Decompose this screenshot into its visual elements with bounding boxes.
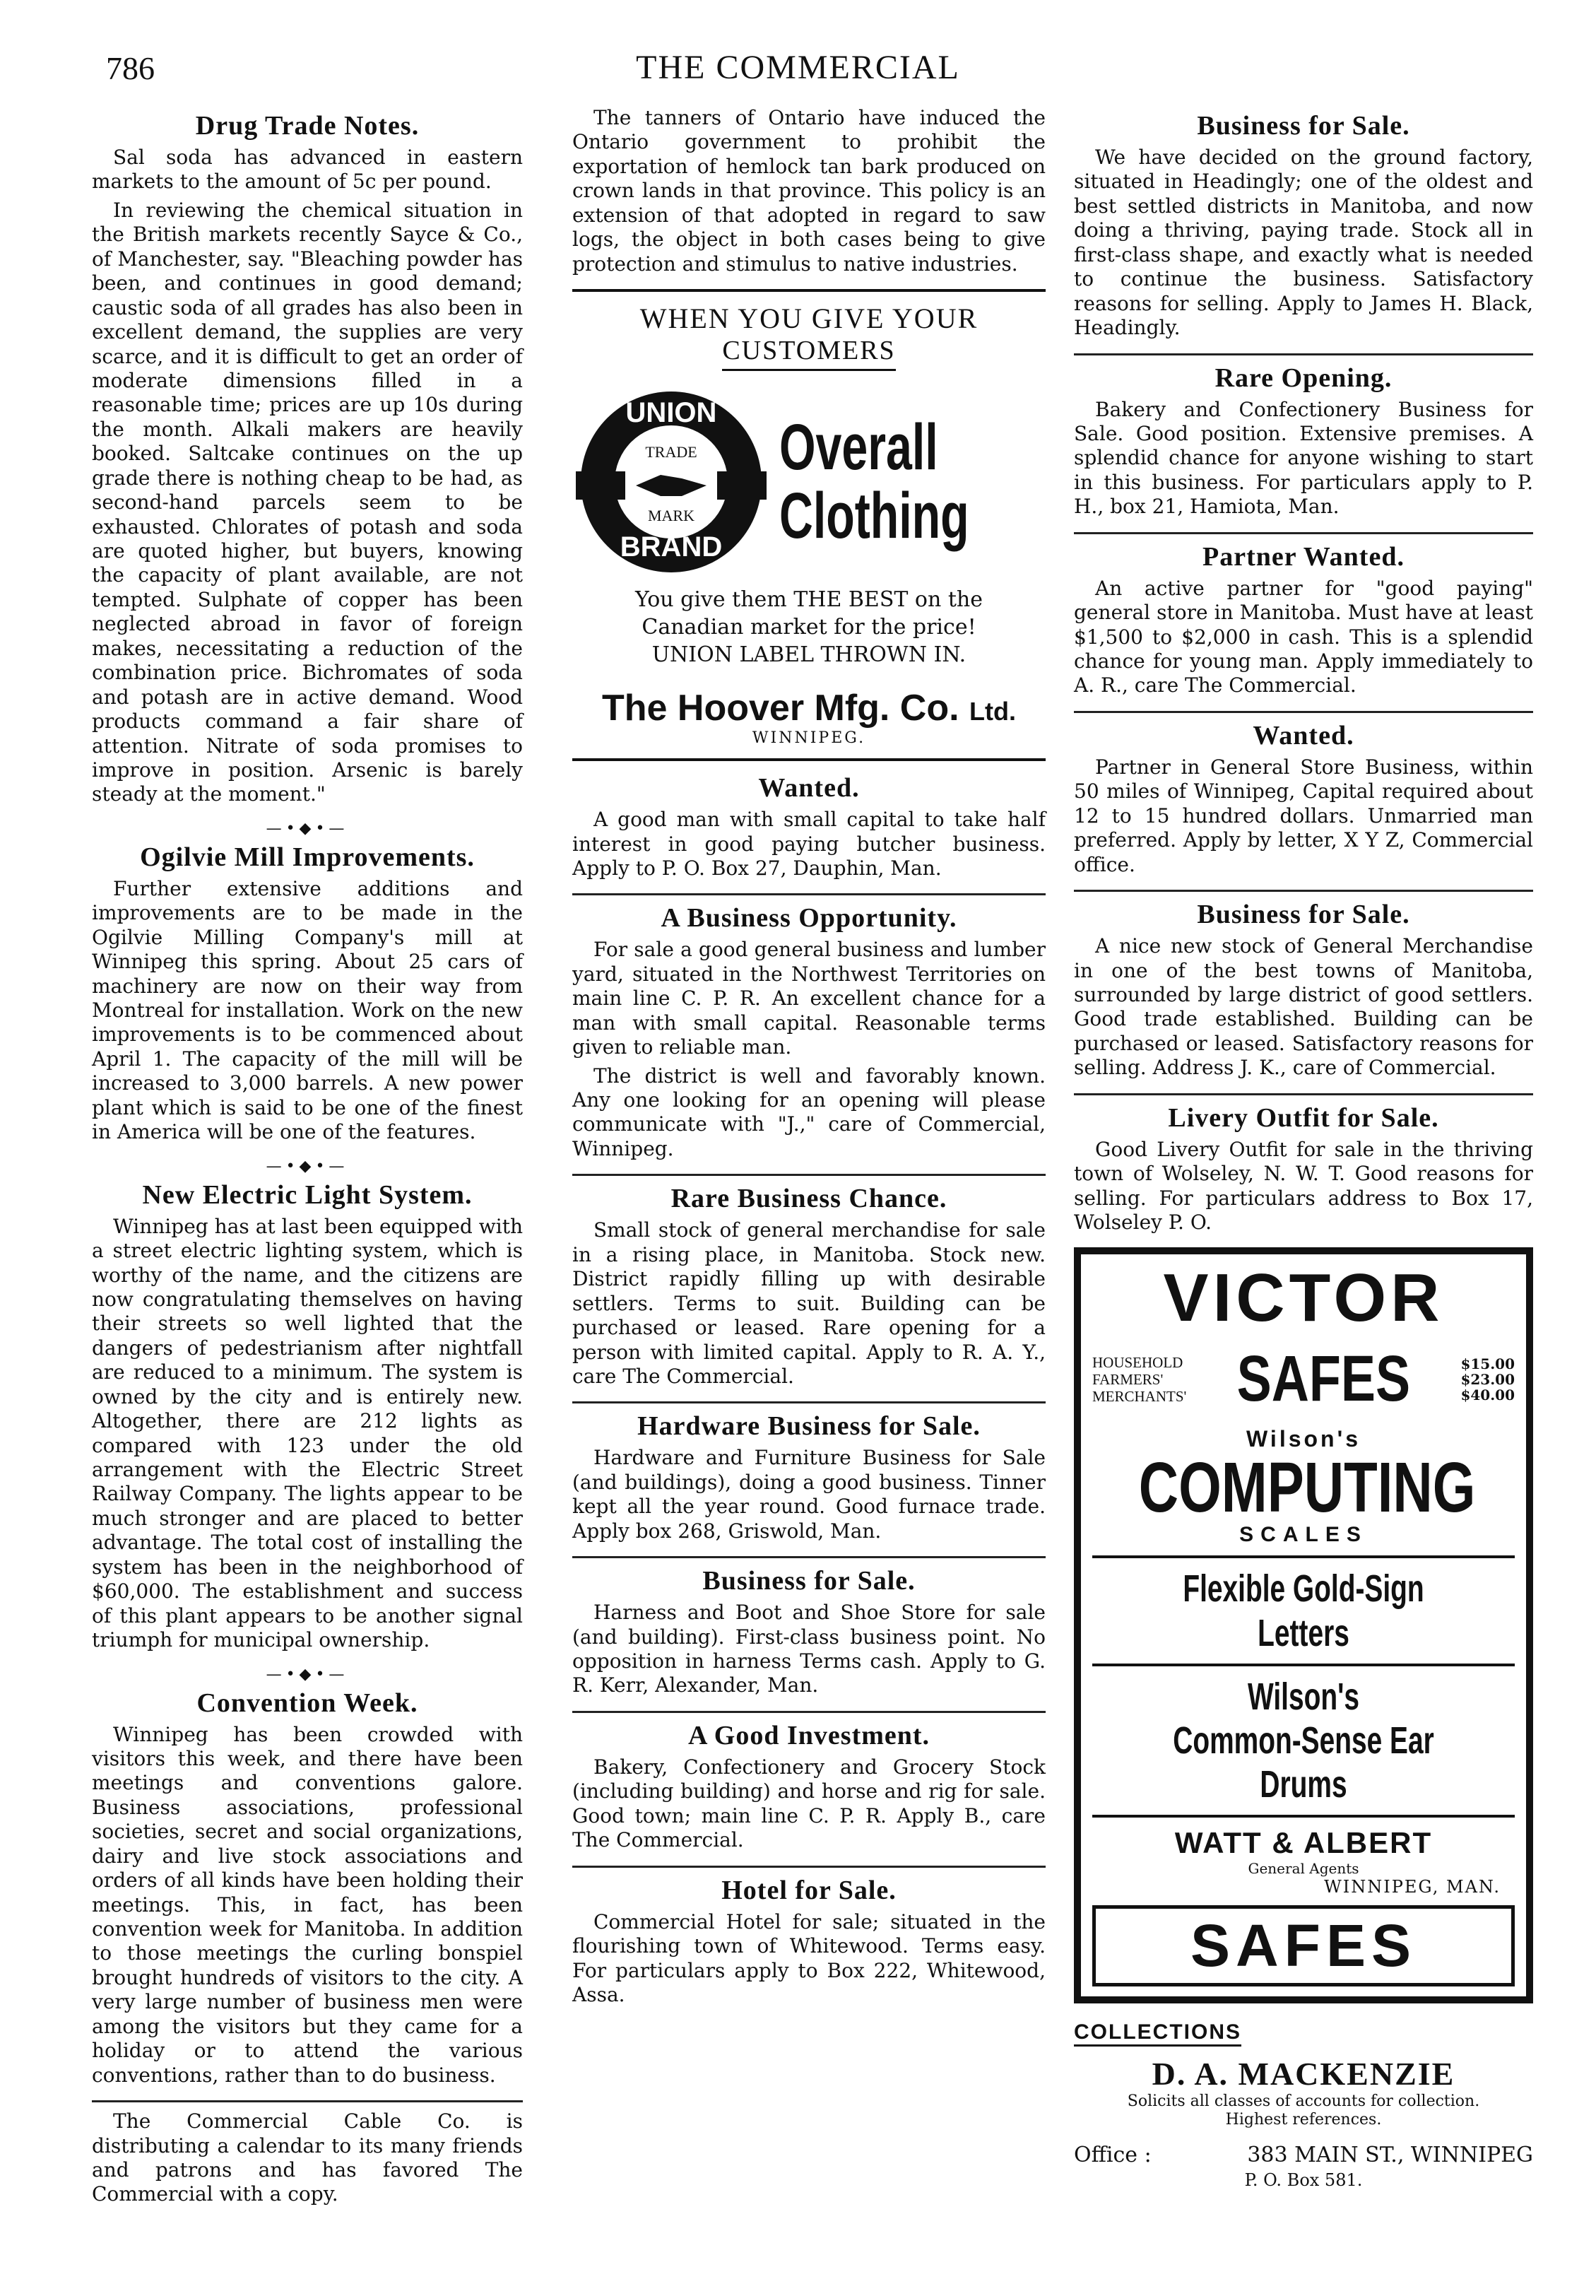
ad-ear-drums: Common-Sense Ear Drums	[1173, 1719, 1434, 1806]
price: $40.00	[1460, 1386, 1515, 1403]
article-electric-light	[92, 1179, 523, 1653]
safe-type: MERCHANTS'	[1092, 1388, 1187, 1405]
classified-heading: Wanted.	[758, 773, 860, 803]
classified-body: Bakery and Confectionery Business for Sale. Good position. Extensive premises. A splendid chance for anyone wishing to start in this business. For particulars apply to P. H., box 21, Hamiota, Man.	[1074, 397, 1533, 519]
article-heading: New Electric Light System.	[142, 1179, 473, 1210]
emblem-brand-text: BRAND	[620, 531, 722, 563]
ad-victor: VICTOR	[1163, 1260, 1444, 1336]
classified-body: A nice new stock of General Merchandise in one of the best towns of Manitoba, surrounded by large district of good settlers. Good trade established. Building can be purchased or leased. Satisfactory reasons for selling. Address J. K., care of Commercial.	[1074, 934, 1533, 1080]
column-middle	[572, 106, 1046, 2020]
classified-body: We have decided on the ground factory, situated in Headingly; one of the oldest and best settled districts in Manitoba, and now doing a thriving, paying trade. Stock all in first-class shape, and exactly what is needed to continue the business. Satisfactory reasons for selling. Apply to James H. Black, Headingly.	[1074, 146, 1533, 340]
classified-body: For sale a good general business and lumber yard, situated in the Northwest Territories on main line C. P. R. An excellent chance for a man with small capital. Reasonable terms given to reliable man.	[572, 938, 1046, 1059]
article-paragraph: Further extensive additions and improvements are to be made in the Ogilvie Milling Company's mill at Winnipeg this spring. About 25 cars of machinery are now on their way from Montreal for installation. Work on the new improvements is to be commenced about April 1. The capacity of the mill will be increased to 3,000 barrels. A new power plant which is said to be one of the finest in America will be one of the features.	[92, 876, 523, 1144]
emblem-union-text: UNION	[625, 397, 716, 429]
separator-ornament: —•◆•—	[266, 1665, 349, 1683]
article-heading: Ogilvie Mill Improvements.	[140, 842, 475, 872]
classified-heading: A Good Investment.	[687, 1720, 930, 1750]
ad-wilsons: Wilson's	[1246, 1426, 1361, 1452]
ad-word-overall: Overall	[779, 411, 938, 484]
ad-city: WINNIPEG.	[752, 729, 866, 748]
divider	[1092, 1555, 1515, 1558]
ad-safes-bottom: SAFES	[1092, 1905, 1515, 1986]
divider	[1074, 711, 1533, 713]
classified-wanted	[572, 772, 1046, 881]
classified-business-sale	[572, 1565, 1046, 1698]
classified-wanted	[1074, 720, 1533, 877]
ad-company-name	[572, 687, 1046, 729]
collections-label: COLLECTIONS	[1074, 2020, 1241, 2047]
classified-heading: Partner Wanted.	[1202, 541, 1405, 572]
classified-rare-chance	[572, 1183, 1046, 1389]
column-right	[1074, 106, 1533, 2190]
divider	[572, 1174, 1046, 1176]
classified-heading: Wanted.	[1253, 720, 1354, 750]
ad-scales: SCALES	[1239, 1523, 1368, 1547]
divider	[572, 1866, 1046, 1868]
classified-business-sale-2	[1074, 899, 1533, 1081]
classified-heading: Business for Sale.	[1197, 900, 1410, 930]
collections-name: D. A. MACKENZIE	[1152, 2055, 1455, 2092]
article-paragraph: Sal soda has advanced in eastern markets to the amount of 5c per pound.	[92, 146, 523, 194]
divider	[1092, 1664, 1515, 1666]
classified-heading: Rare Business Chance.	[670, 1184, 947, 1214]
classified-heading: Rare Opening.	[1214, 363, 1393, 393]
collections-office	[1074, 2143, 1533, 2167]
article-tanners	[572, 106, 1046, 276]
article-paragraph: The tanners of Ontario have induced the Ontario government to prohibit the exportation of hemlock tan bark produced on crown lands in that province. This policy is an extension of that adopted in regard to saw logs, the object in both cases being to give protection and stimulus to native industries.	[572, 106, 1046, 276]
price: $23.00	[1460, 1370, 1515, 1388]
divider	[572, 1401, 1046, 1403]
classified-business-sale	[1074, 110, 1533, 341]
ad-wilsons-2: Wilson's	[1248, 1675, 1359, 1718]
page-title: THE COMMERCIAL	[636, 49, 960, 86]
article-ogilvie	[92, 842, 523, 1145]
classified-heading: Livery Outfit for Sale.	[1168, 1102, 1439, 1133]
divider	[1074, 532, 1533, 534]
divider	[1074, 353, 1533, 355]
classified-heading: Hotel for Sale.	[721, 1875, 897, 1905]
ad-tagline: Canadian market for the price!	[642, 615, 976, 640]
collections-pobox: P. O. Box 581.	[1244, 2170, 1363, 2190]
article-drug-trade	[92, 110, 523, 807]
classified-livery	[1074, 1102, 1533, 1235]
divider	[1074, 1093, 1533, 1095]
ad-letters: Flexible Gold-Sign Letters	[1183, 1567, 1424, 1654]
separator-ornament: —•◆•—	[266, 1157, 349, 1175]
classified-investment	[572, 1720, 1046, 1853]
column-left	[92, 106, 523, 2220]
separator-ornament: —•◆•—	[266, 819, 349, 837]
divider	[572, 1711, 1046, 1713]
ad-word-clothing: Clothing	[779, 480, 969, 553]
article-calendar	[92, 2109, 523, 2207]
safe-type: FARMERS'	[1092, 1370, 1164, 1388]
classified-body: Bakery, Confectionery and Grocery Stock (including building) and horse and rig for sale. Good town; main line C. P. R. Apply B., care The Commercial.	[572, 1755, 1046, 1852]
ad-safe-types	[1092, 1354, 1186, 1405]
ad-headline: CUSTOMERS	[722, 335, 895, 371]
classified-body: The district is well and favorably known. Any one looking for an opening will please communicate with "J.," care of Commercial, Winnipeg.	[572, 1064, 1046, 1160]
victor-safes-advertisement	[1074, 1247, 1533, 2003]
ad-headline: WHEN YOU GIVE YOUR	[639, 302, 979, 335]
divider	[572, 893, 1046, 895]
classified-heading: Business for Sale.	[702, 1566, 916, 1596]
page-header	[0, 0, 1596, 92]
page-number: 786	[106, 50, 155, 86]
article-paragraph: The Commercial Cable Co. is distributing a calendar to its many friends and patrons and has favored The Commercial with a copy.	[92, 2109, 523, 2206]
classified-heading: A Business Opportunity.	[661, 903, 957, 934]
ad-tagline: UNION LABEL THROWN IN.	[651, 642, 967, 668]
article-paragraph: Winnipeg has at last been equipped with a street electric lighting system, which is worthy of the name, and the citizens are now congratulating themselves on having their streets so well lighted that the dangers of pedestrianism after nightfall are reduced to a minimum. The system is owned by the city and is entirely new. Altogether, there are 212 lights as compared with 123 under the old arrangement with the Electric Street Railway Company. The lights appear to be much stronger and are placed to better advantage. The total cost of installing the system has been in the neighborhood of $60,000. The establishment and success of this plant appears to be another signal triumph for municipal ownership.	[92, 1214, 523, 1652]
classified-heading: Hardware Business for Sale.	[637, 1411, 981, 1442]
ad-city: WINNIPEG, MAN.	[1324, 1876, 1501, 1897]
price: $15.00	[1460, 1355, 1515, 1372]
ad-safes: SAFES	[1236, 1343, 1411, 1415]
emblem-trade-text: TRADE	[644, 443, 697, 461]
classified-hardware	[572, 1411, 1046, 1543]
emblem-mark-text: MARK	[647, 507, 694, 525]
classified-partner-wanted	[1074, 541, 1533, 698]
collections-sub: Highest references.	[1225, 2111, 1382, 2129]
ad-tagline: You give them THE BEST on the	[635, 587, 983, 613]
classified-hotel	[572, 1875, 1046, 2008]
divider	[1074, 890, 1533, 892]
ad-computing: COMPUTING	[1138, 1448, 1476, 1528]
hoover-advertisement	[572, 289, 1046, 761]
article-heading: Drug Trade Notes.	[195, 111, 420, 141]
article-paragraph: Winnipeg has been crowded with visitors this week, and there have been meetings and conventions galore. Business associations, professional societies, secret and social organizations, dairy and live stock associations and orders of all kinds have been holding their meetings. This, in fact, has been convention week for Manitoba. In addition to those meetings the curling bonspiel brought hundreds of visitors to the city. A very large number of business men were among the visitors but they came for a holiday or to attend the various conventions, rather than to do business.	[92, 1722, 523, 2087]
divider	[92, 2100, 523, 2102]
article-heading: Convention Week.	[196, 1688, 418, 1718]
classified-body: An active partner for "good paying" general store in Manitoba. Must have at least $1,500 to $2,000 in cash. This is a splendid chance for young man. Apply immediately to A. R., care The Commercial.	[1074, 576, 1533, 697]
union-brand-emblem-icon	[576, 387, 767, 577]
safe-type: HOUSEHOLD	[1092, 1353, 1183, 1371]
ad-agents: General Agents	[1248, 1859, 1359, 1877]
company-name: The Hoover Mfg. Co.	[602, 688, 959, 729]
article-paragraph: In reviewing the chemical situation in the British markets recently Sayce & Co., of Manchester, say. "Bleaching powder has been, and continues in good demand; caustic soda of all grades has also been in excellent demand, the supplies are very scarce, and it is difficult to get an order of moderate dimensions filled in a reasonable time; prices are up 10s during the month. Alkali makers are heavily booked. Saltcake continues on the up grade there is nothing cheap to be had, as second-hand parcels seem to be exhausted. Chlorates of potash and soda are quoted higher, but buyers, knowing the capacity of plant available, are not tempted. Sulphate of copper has been neglected abroad in favor of foreign makes, necessitating a reduction of the combination price. Bichromates of soda and potash are in active demand. Wood products command a fair share of attention. Nitrate of soda promises to improve in position. Arsenic is barely steady at the moment."	[92, 198, 523, 806]
office-label: Office :	[1074, 2142, 1152, 2167]
divider	[1092, 1815, 1515, 1818]
company-suffix: Ltd.	[969, 697, 1016, 726]
collections-sub: Solicits all classes of accounts for collection.	[1127, 2092, 1480, 2110]
classified-body: Commercial Hotel for sale; situated in the flourishing town of Whitewood. Terms easy. For particulars apply to Box 222, Whitewood, Assa.	[572, 1909, 1046, 2006]
classified-body: Harness and Boot and Shoe Store for sale (and building). First-class business point. No opposition in harness Terms cash. Apply to G. R. Kerr, Alexander, Man.	[572, 1601, 1046, 1697]
office-address: 383 MAIN ST., WINNIPEG	[1247, 2142, 1533, 2167]
classified-body: Partner in General Store Business, within 50 miles of Winnipeg, Capital required about 12 to 15 hundred dollars. Unmarried man preferred. Apply by letter, X Y Z, Commercial office.	[1074, 755, 1533, 876]
classified-body: Small stock of general merchandise for sale in a rising place, in Manitoba. Stock new. District rapidly filling up with desirable settlers. Terms to suit. Building can be purchased or leased. Rare opening for a person with limited capital. Apply to R. A. Y., care The Commercial.	[572, 1218, 1046, 1388]
ad-prices	[1460, 1356, 1515, 1403]
classified-opportunity	[572, 902, 1046, 1161]
divider	[572, 1556, 1046, 1558]
classified-rare-opening	[1074, 363, 1533, 519]
ad-watt-albert: WATT & ALBERT	[1174, 1825, 1433, 1859]
classified-body: Hardware and Furniture Business for Sale (and buildings), doing a good business. Tinner kept all the year round. Good furnace trade. Apply box 268, Griswold, Man.	[572, 1446, 1046, 1543]
classified-body: Good Livery Outfit for sale in the thriving town of Wolseley, N. W. T. Good reasons for selling. For particulars address to Box 17, Wolseley P. O.	[1074, 1137, 1533, 1234]
classified-body: A good man with small capital to take half interest in good paying butcher business. Apply to P. O. Box 27, Dauphin, Man.	[572, 808, 1046, 880]
classified-heading: Business for Sale.	[1197, 111, 1410, 141]
article-convention	[92, 1688, 523, 2088]
